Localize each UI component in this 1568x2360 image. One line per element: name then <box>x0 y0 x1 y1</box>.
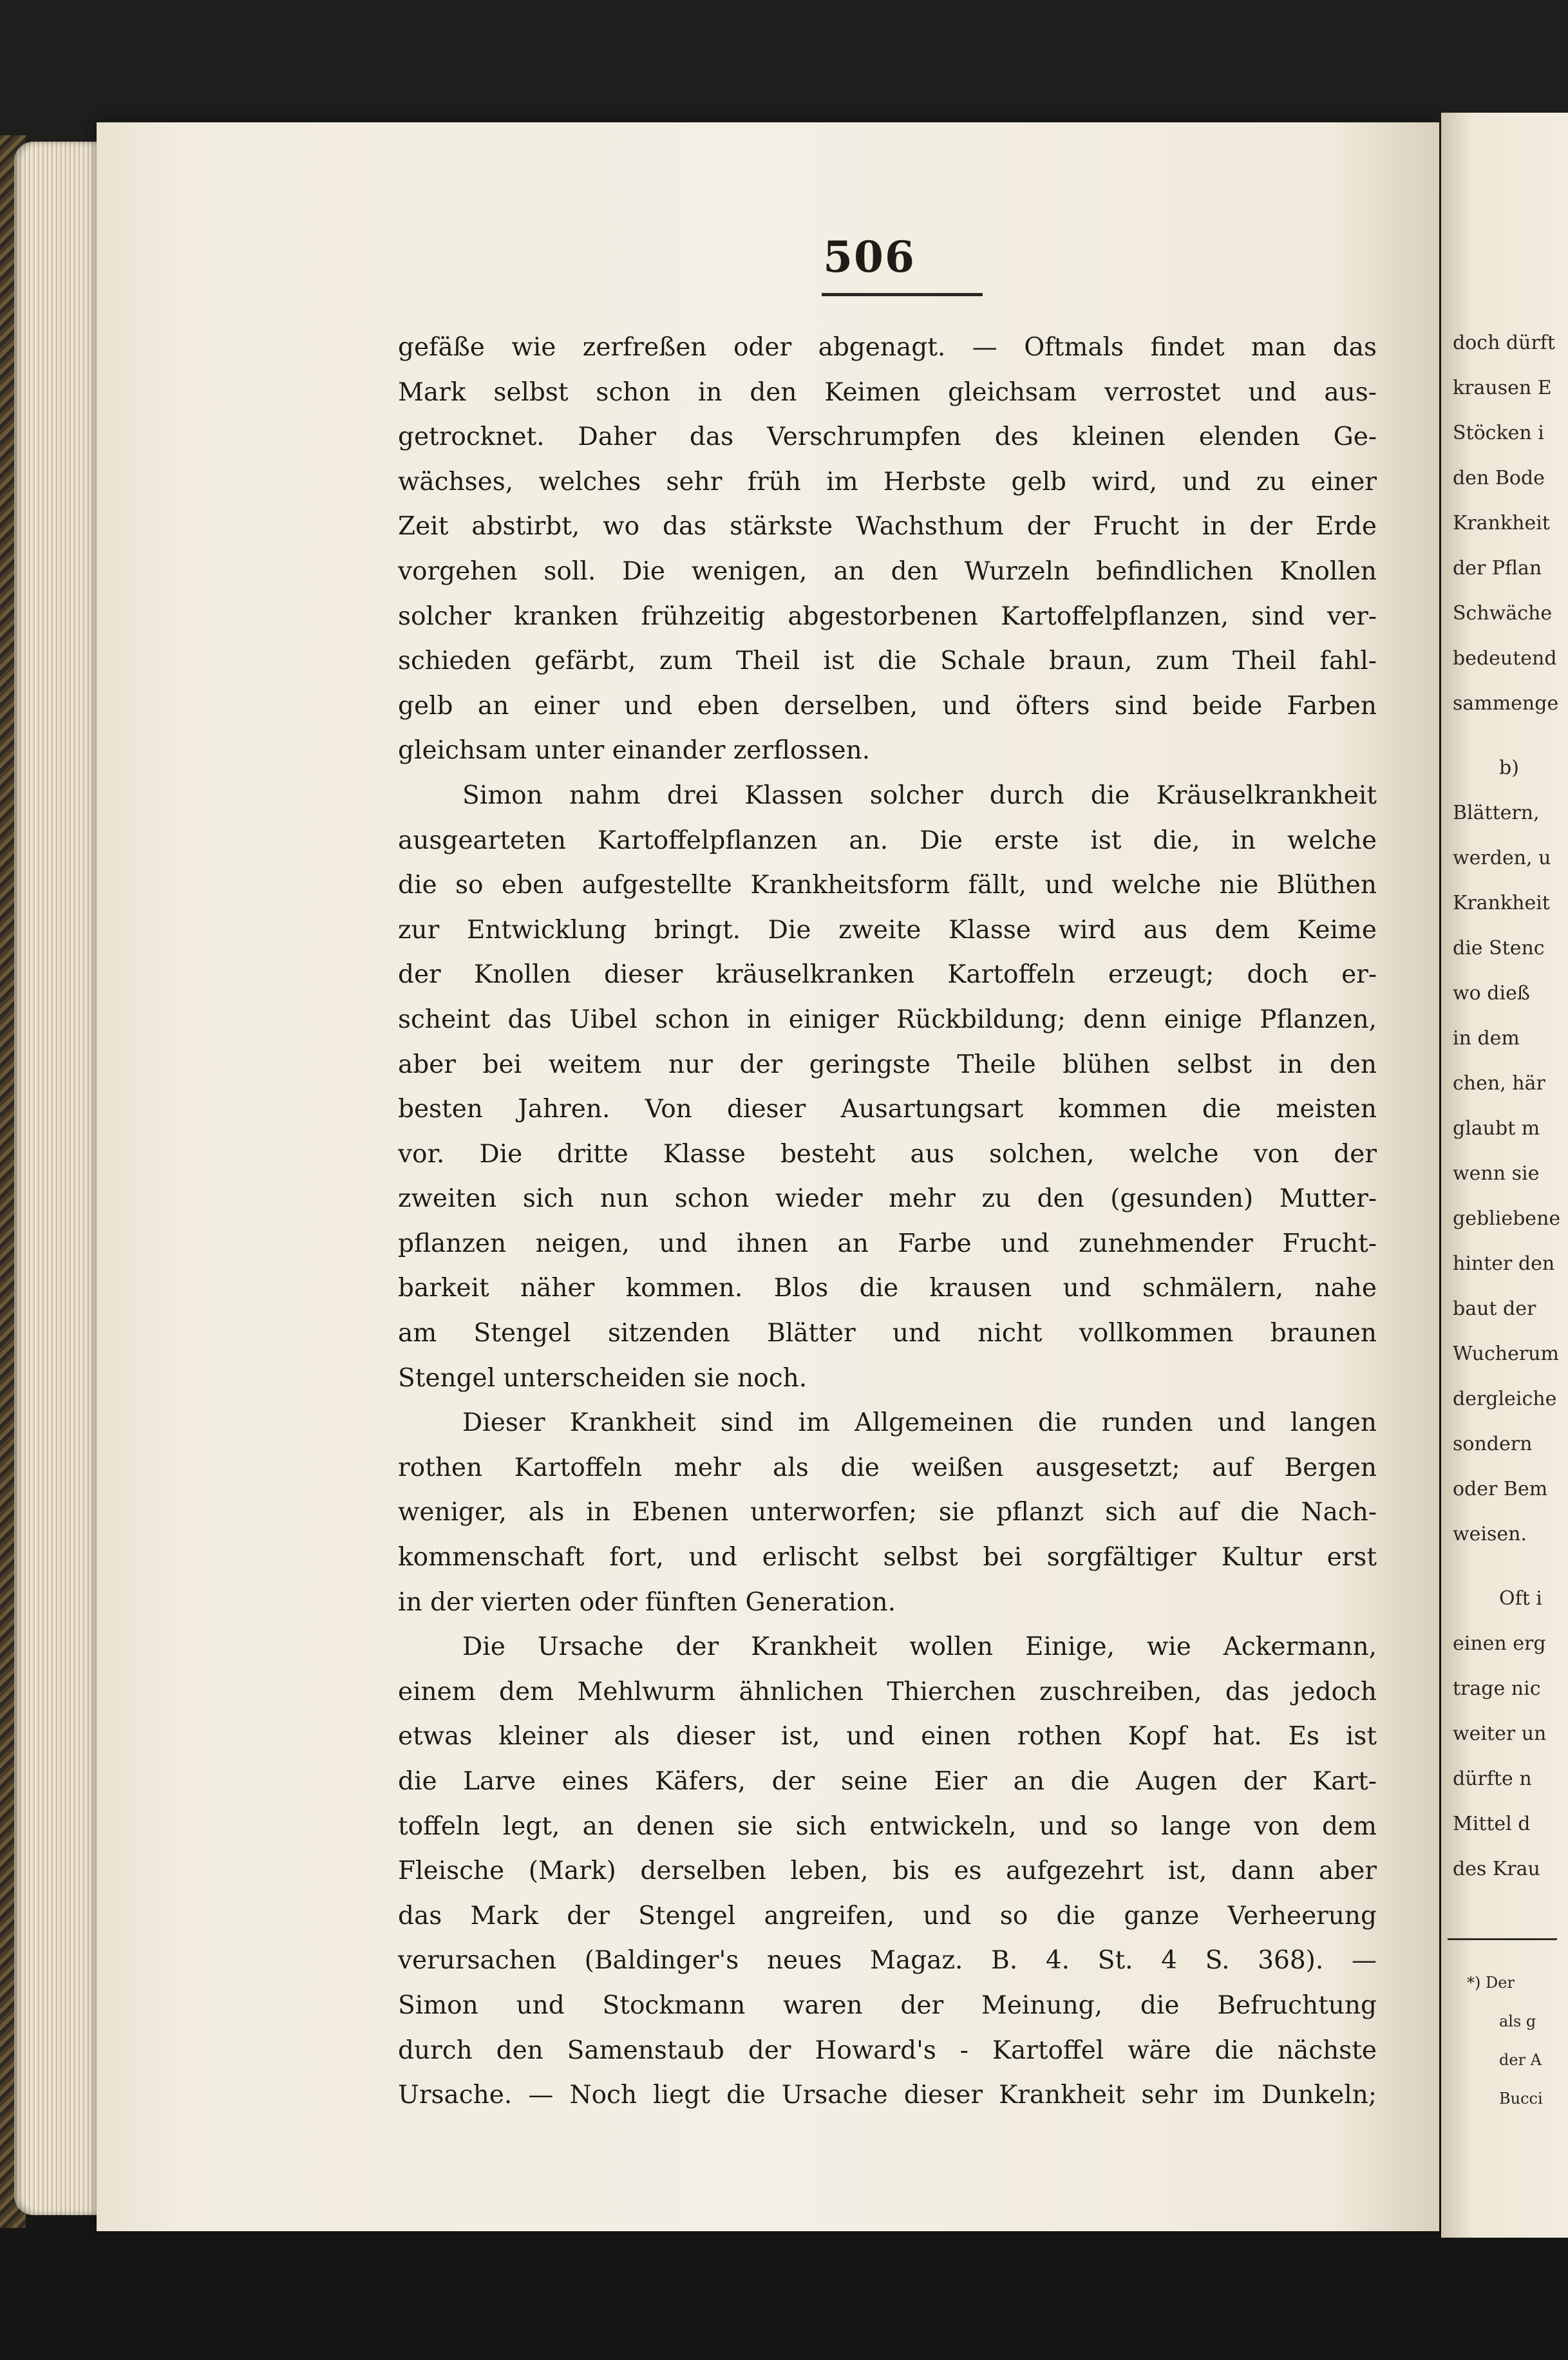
text-line: Dieser Krankheit sind im Allgemeinen die runden und langen <box>462 1408 1377 1438</box>
text-line: Fleische (Mark) derselben leben, bis es aufgezehrt ist, dann aber <box>398 1856 1377 1886</box>
text-line: etwas kleiner als dieser ist, und einen rothen Kopf hat. Es ist <box>398 1722 1377 1751</box>
text-line: getrocknet. Daher das Verschrumpfen des kleinen elenden Ge- <box>398 422 1377 452</box>
text-line: wächses, welches sehr früh im Herbste gelb wird, und zu einer <box>398 467 1377 496</box>
fragment-line: Schwäche <box>1453 602 1553 625</box>
fragment-line: einen erg <box>1453 1632 1546 1655</box>
text-line: die Larve eines Käfers, der seine Eier an die Augen der Kart- <box>398 1767 1377 1796</box>
fragment-line: des Krau <box>1453 1858 1540 1880</box>
fragment-line: baut der <box>1453 1298 1536 1320</box>
text-line: kommenschaft fort, und erlischt selbst bei sorgfältiger Kultur erst <box>398 1543 1377 1572</box>
text-line: gleichsam unter einander zerflossen. <box>398 736 871 766</box>
text-line: ausgearteten Kartoffelpflanzen an. Die erste ist die, in welche <box>398 826 1377 855</box>
text-line: verursachen (Baldinger's neues Magaz. B. 4. St. 4 S. 368). — <box>398 1946 1377 1976</box>
text-line: Simon nahm drei Klassen solcher durch die Kräuselkrankheit <box>462 780 1377 810</box>
text-line: vor. Die dritte Klasse besteht aus solchen, welche von der <box>398 1139 1377 1169</box>
text-line: einem dem Mehlwurm ähnlichen Thierchen zuschreiben, das jedoch <box>398 1677 1377 1706</box>
fragment-line: wenn sie <box>1453 1162 1540 1185</box>
text-line: Die Ursache der Krankheit wollen Einige, wie Ackermann, <box>462 1632 1377 1662</box>
text-line: Simon und Stockmann waren der Meinung, die Befruchtung <box>398 1990 1377 2020</box>
text-line: in der vierten oder fünften Generation. <box>398 1587 896 1617</box>
fragment-line: doch dürft <box>1453 332 1555 354</box>
fragment-line: Mittel d <box>1453 1813 1531 1835</box>
fragment-line: der Pflan <box>1453 557 1542 580</box>
text-line: solcher kranken frühzeitig abgestorbenen Kartoffelpflanzen, sind ver- <box>398 601 1377 631</box>
page-number: 506 <box>823 232 916 282</box>
text-line: Zeit abstirbt, wo das stärkste Wachsthum der Frucht in der Erde <box>398 512 1377 542</box>
footnote-line: Bucci <box>1499 2090 1543 2108</box>
text-line: vorgehen soll. Die wenigen, an den Wurzeln befindlichen Knollen <box>398 556 1377 586</box>
fragment-line: die Stenc <box>1453 937 1545 959</box>
text-line: barkeit näher kommen. Blos die krausen und schmälern, nahe <box>398 1274 1377 1303</box>
fragment-line: krausen E <box>1453 377 1552 399</box>
text-line: weniger, als in Ebenen unterworfen; sie pflanzt sich auf die Nach- <box>398 1498 1377 1527</box>
fragment-line: oder Bem <box>1453 1478 1548 1500</box>
text-line: schieden gefärbt, zum Theil ist die Schale braun, zum Theil fahl- <box>398 647 1377 676</box>
fragment-line: gebliebene <box>1453 1207 1561 1230</box>
fragment-line: bedeutend <box>1453 647 1557 670</box>
text-line: toffeln legt, an denen sie sich entwickeln, und so lange von dem <box>398 1811 1377 1841</box>
text-line: zweiten sich nun schon wieder mehr zu den (gesunden) Mutter- <box>398 1184 1377 1214</box>
text-line: Ursache. — Noch liegt die Ursache dieser Krankheit sehr im Dunkeln; <box>398 2081 1377 2110</box>
fragment-line: wo dieß <box>1453 982 1530 1005</box>
text-line: besten Jahren. Von dieser Ausartungsart kommen die meisten <box>398 1095 1377 1124</box>
fragment-line: b) <box>1499 757 1519 779</box>
fragment-line: Blättern, <box>1453 802 1540 824</box>
fragment-line: trage nic <box>1453 1677 1541 1700</box>
fragment-line: werden, u <box>1453 847 1551 869</box>
text-line: der Knollen dieser kräuselkranken Kartoffeln erzeugt; doch er- <box>398 960 1377 990</box>
fragment-line: weiter un <box>1453 1723 1547 1745</box>
body-text <box>398 325 1377 2118</box>
text-line: am Stengel sitzenden Blätter und nicht vollkommen braunen <box>398 1319 1377 1348</box>
footnote-line: *) Der <box>1467 1974 1515 1992</box>
fragment-line: in dem <box>1453 1027 1520 1050</box>
text-line: Mark selbst schon in den Keimen gleichsam verrostet und aus- <box>398 377 1377 407</box>
fragment-line: dergleiche <box>1453 1388 1557 1410</box>
fragment-line: glaubt m <box>1453 1117 1540 1140</box>
fragment-line: dürfte n <box>1453 1768 1532 1790</box>
footnote-line: als g <box>1499 2012 1536 2030</box>
footnote-rule <box>1448 1938 1557 1940</box>
text-line: rothen Kartoffeln mehr als die weißen ausgesetzt; auf Bergen <box>398 1453 1377 1482</box>
page-number-rule <box>822 293 983 296</box>
text-line: aber bei weitem nur der geringste Theile blühen selbst in den <box>398 1050 1377 1079</box>
fragment-line: weisen. <box>1453 1523 1527 1545</box>
fragment-line: Krankheit <box>1453 892 1550 914</box>
text-line: gefäße wie zerfreßen oder abgenagt. — Oftmals findet man das <box>398 333 1377 362</box>
fragment-line: sondern <box>1453 1433 1533 1455</box>
fragment-line: sammenge <box>1453 692 1559 715</box>
text-line: Stengel unterscheiden sie noch. <box>398 1363 808 1393</box>
fragment-line: Krankheit <box>1453 512 1550 534</box>
adjacent-page-fragment <box>1441 113 1568 2238</box>
footnote-line: der A <box>1499 2051 1542 2069</box>
fragment-line: Stöcken i <box>1453 422 1544 444</box>
text-line: scheint das Uibel schon in einiger Rückbildung; denn einige Pflanzen, <box>398 1005 1377 1034</box>
fragment-line: Oft i <box>1499 1587 1542 1610</box>
text-line: gelb an einer und eben derselben, und öfters sind beide Farben <box>398 691 1377 721</box>
text-line: pflanzen neigen, und ihnen an Farbe und zunehmender Frucht- <box>398 1229 1377 1258</box>
text-line: zur Entwicklung bringt. Die zweite Klasse wird aus dem Keime <box>398 915 1377 945</box>
fragment-line: hinter den <box>1453 1252 1555 1275</box>
text-line: das Mark der Stengel angreifen, und so die ganze Verheerung <box>398 1901 1377 1930</box>
text-line: die so eben aufgestellte Krankheitsform fällt, und welche nie Blüthen <box>398 871 1377 900</box>
fragment-line: den Bode <box>1453 467 1545 489</box>
fragment-line: chen, här <box>1453 1072 1545 1095</box>
fragment-line: Wucherum <box>1453 1343 1559 1365</box>
text-line: durch den Samenstaub der Howard's - Kartoffel wäre die nächste <box>398 2035 1377 2065</box>
